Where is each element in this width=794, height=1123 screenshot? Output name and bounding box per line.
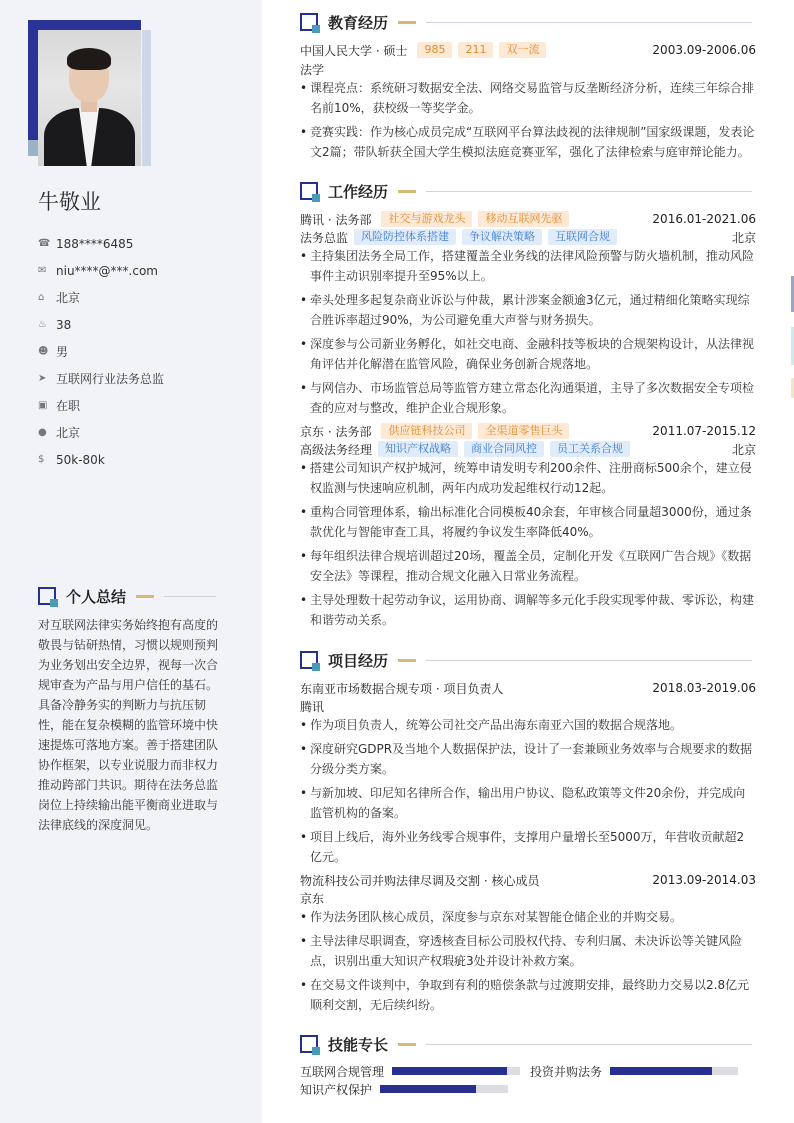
skill-tag: 争议解决策略 <box>462 229 542 245</box>
company-name: 腾讯 · 法务部 <box>300 212 372 227</box>
money-icon: $ <box>38 454 45 465</box>
skill-name: 投资并购法务 <box>530 1064 603 1079</box>
skills-title: 技能专长 <box>328 1035 389 1054</box>
project-bullet: • 作为项目负责人，统筹公司社交产品出海东南亚六国的数据合规落地。 <box>300 715 756 735</box>
section-divider <box>426 22 752 23</box>
school-tag: 211 <box>458 42 493 58</box>
section-accent-bar <box>136 595 154 598</box>
education-bullet: • 竞赛实践：作为核心成员完成“互联网平台算法歧视的法律规制”国家级课题，发表论文2篇；带队斩获全国大学生模拟法庭竞赛亚军，强化了法律检索与庭审辩论能力。 <box>300 122 756 162</box>
project-org: 腾讯 <box>300 699 325 714</box>
summary-section-header <box>38 586 216 606</box>
company-tag: 移动互联网先驱 <box>478 211 569 227</box>
section-accent-bar <box>398 21 416 24</box>
target-position-text: 互联网行业法务总监 <box>56 372 165 386</box>
section-divider <box>426 660 752 661</box>
job-title-row <box>300 440 756 458</box>
section-accent-bar <box>398 659 416 662</box>
education-major-row <box>300 60 756 78</box>
section-square-icon <box>300 13 318 31</box>
job-bullet: • 主导处理数十起劳动争议，运用协商、调解等多元化手段实现零仲裁、零诉讼，构建和谐劳动关系。 <box>300 590 756 630</box>
phone-item <box>38 230 248 257</box>
gender-text: 男 <box>56 345 69 359</box>
work-section-header <box>300 181 752 201</box>
job-bullet: • 深度参与公司新业务孵化，如社交电商、金融科技等板块的合规架构设计，从法律视角评估并化解潜在监管风险，确保业务创新合规落地。 <box>300 334 756 374</box>
target-position-item <box>38 365 248 392</box>
job-date: 2016.01-2021.06 <box>652 212 756 226</box>
education-section-header <box>300 12 752 32</box>
job-bullet: • 重构合同管理体系，输出标准化合同模板40余套，年审核合同量超3000份，通过条款优化与智能审查工具，将履约争议发生率降低40%。 <box>300 502 756 542</box>
job-bullet: • 搭建公司知识产权护城河，统筹申请发明专利200余件、注册商标500余个，建立侵权监测与快速响应机制，两年内成功发起维权行动12起。 <box>300 458 756 498</box>
project-title: 项目经历 <box>328 651 389 670</box>
project-date: 2018.03-2019.06 <box>652 681 756 695</box>
target-city-text: 北京 <box>56 426 81 440</box>
skill-tag: 商业合同风控 <box>464 441 544 457</box>
job-header-row <box>300 210 756 228</box>
skill-item <box>300 1081 508 1097</box>
profile-photo <box>38 30 141 166</box>
salary-item <box>38 446 248 473</box>
education-title: 教育经历 <box>328 13 389 32</box>
section-square-icon <box>300 182 318 200</box>
job-bullet: • 与网信办、市场监管总局等监管方建立常态化沟通渠道，主导了多次数据安全专项检查的应对与整改，维护企业合规形象。 <box>300 378 756 418</box>
project-name: 东南亚市场数据合规专项 · 项目负责人 <box>300 681 504 696</box>
section-square-icon <box>300 651 318 669</box>
job-city: 北京 <box>731 230 756 245</box>
location-item <box>38 284 248 311</box>
education-header-row <box>300 41 756 59</box>
send-icon: ➤ <box>38 373 47 384</box>
briefcase-icon: ▣ <box>38 400 48 411</box>
school-name: 中国人民大学 · 硕士 <box>300 43 408 58</box>
pin-icon: ● <box>38 427 47 438</box>
project-header-row <box>300 871 756 889</box>
salary-text: 50k-80k <box>56 452 105 467</box>
company-name: 京东 · 法务部 <box>300 424 372 439</box>
job-bullet: • 牵头处理多起复杂商业诉讼与仲裁，累计涉案金额逾3亿元，通过精细化策略实现综合胜诉率超过90%，为公司避免重大声誉与财务损失。 <box>300 290 756 330</box>
skill-level-bar <box>380 1085 476 1093</box>
project-section-header <box>300 650 752 670</box>
candidate-name: 牛敬业 <box>38 190 101 214</box>
email-item <box>38 257 248 284</box>
age-item <box>38 311 248 338</box>
skills-section-header <box>300 1034 752 1054</box>
phone-text: 188****6485 <box>56 236 134 251</box>
job-header-row <box>300 422 756 440</box>
section-divider <box>426 191 752 192</box>
mail-icon: ✉ <box>38 265 47 276</box>
location-text: 北京 <box>56 291 81 305</box>
skill-tag: 知识产权战略 <box>378 441 458 457</box>
email-text: niu****@***.com <box>56 263 158 278</box>
section-divider <box>164 596 216 597</box>
job-date: 2011.07-2015.12 <box>652 424 756 438</box>
job-city: 北京 <box>731 442 756 457</box>
photo-frame-shadow <box>142 30 151 166</box>
project-bullet: • 项目上线后，海外业务线零合规事件，支撑用户量增长至5000万，年营收贡献超2亿元。 <box>300 827 756 867</box>
job-title: 高级法务经理 <box>300 442 373 457</box>
project-org: 京东 <box>300 891 325 906</box>
section-square-icon <box>38 587 56 605</box>
project-org-row <box>300 697 756 715</box>
home-icon: ⌂ <box>38 292 45 303</box>
contact-info-list <box>38 230 248 473</box>
skill-tag: 风险防控体系搭建 <box>354 229 456 245</box>
section-accent-bar <box>398 1043 416 1046</box>
cake-icon: ♨ <box>38 319 47 330</box>
job-bullet: • 主持集团法务全局工作，搭建覆盖全业务线的法律风险预警与防火墙机制，推动风险事件主动识别率提升至95%以上。 <box>300 246 756 286</box>
age-text: 38 <box>56 317 72 332</box>
skill-name: 知识产权保护 <box>300 1082 373 1097</box>
gender-item <box>38 338 248 365</box>
school-tag: 985 <box>417 42 452 58</box>
project-org-row <box>300 889 756 907</box>
skill-level-bar <box>610 1067 712 1075</box>
job-title: 法务总监 <box>300 230 349 245</box>
skill-track <box>610 1067 738 1075</box>
project-date: 2013.09-2014.03 <box>652 873 756 887</box>
skill-level-bar <box>392 1067 507 1075</box>
section-accent-bar <box>398 190 416 193</box>
face-icon: ☻ <box>38 346 49 357</box>
job-bullet: • 每年组织法律合规培训超过20场，覆盖全员，定制化开发《互联网广告合规》《数据安全法》等课程，推动合规文化融入日常业务流程。 <box>300 546 756 586</box>
sidebar <box>0 0 262 1123</box>
phone-icon: ☎ <box>38 238 51 249</box>
skill-tag: 员工关系合规 <box>550 441 630 457</box>
project-name: 物流科技公司并购法律尽调及交割 · 核心成员 <box>300 873 540 888</box>
summary-title: 个人总结 <box>66 587 127 606</box>
job-title-row <box>300 228 756 246</box>
major: 法学 <box>300 62 325 77</box>
photo-corner-decoration <box>28 140 38 156</box>
project-bullet: • 在交易文件谈判中，争取到有利的赔偿条款与过渡期安排，最终助力交易以2.8亿元顺利交割，无后续纠纷。 <box>300 975 756 1015</box>
skill-name: 互联网合规管理 <box>300 1064 385 1079</box>
project-header-row <box>300 679 756 697</box>
skill-item <box>530 1063 738 1079</box>
target-city-item <box>38 419 248 446</box>
status-item <box>38 392 248 419</box>
skill-item <box>300 1063 520 1079</box>
skill-track <box>380 1085 508 1093</box>
school-tag: 双一流 <box>499 42 546 58</box>
skill-track <box>392 1067 520 1075</box>
status-text: 在职 <box>56 399 81 413</box>
skill-tag: 互联网合规 <box>548 229 617 245</box>
work-title: 工作经历 <box>328 182 389 201</box>
project-bullet: • 与新加坡、印尼知名律所合作，输出用户协议、隐私政策等文件20余份，并完成向监管机构的备案。 <box>300 783 756 823</box>
section-square-icon <box>300 1035 318 1053</box>
company-tag: 全渠道零售巨头 <box>478 423 569 439</box>
education-bullet: • 课程亮点：系统研习数据安全法、网络交易监管与反垄断经济分析，连续三年综合排名前10%，获校级一等奖学金。 <box>300 78 756 118</box>
summary-text: 对互联网法律实务始终抱有高度的敬畏与钻研热情，习惯以规则预判为业务划出安全边界，视每一次合规审查为产品与用户信任的基石。具备冷静务实的判断力与抗压韧性，能在复杂模糊的监管环境中快速提炼可落地方案。善于搭建团队协作框架，以专业说服力而非权力推动跨部门共识。期待在法务总监岗位上持续输出能平衡商业进取与法律底线的深度洞见。 <box>38 618 219 832</box>
section-divider <box>426 1044 752 1045</box>
education-date: 2003.09-2006.06 <box>652 43 756 57</box>
project-bullet: • 深度研究GDPR及当地个人数据保护法，设计了一套兼顾业务效率与合规要求的数据分级分类方案。 <box>300 739 756 779</box>
project-bullet: • 作为法务团队核心成员，深度参与京东对某智能仓储企业的并购交易。 <box>300 907 756 927</box>
project-bullet: • 主导法律尽职调查，穿透核查目标公司股权代持、专利归属、未决诉讼等关键风险点，识别出重大知识产权瑕疵3处并设计补救方案。 <box>300 931 756 971</box>
company-tag: 社交与游戏龙头 <box>381 211 472 227</box>
company-tag: 供应链科技公司 <box>381 423 472 439</box>
